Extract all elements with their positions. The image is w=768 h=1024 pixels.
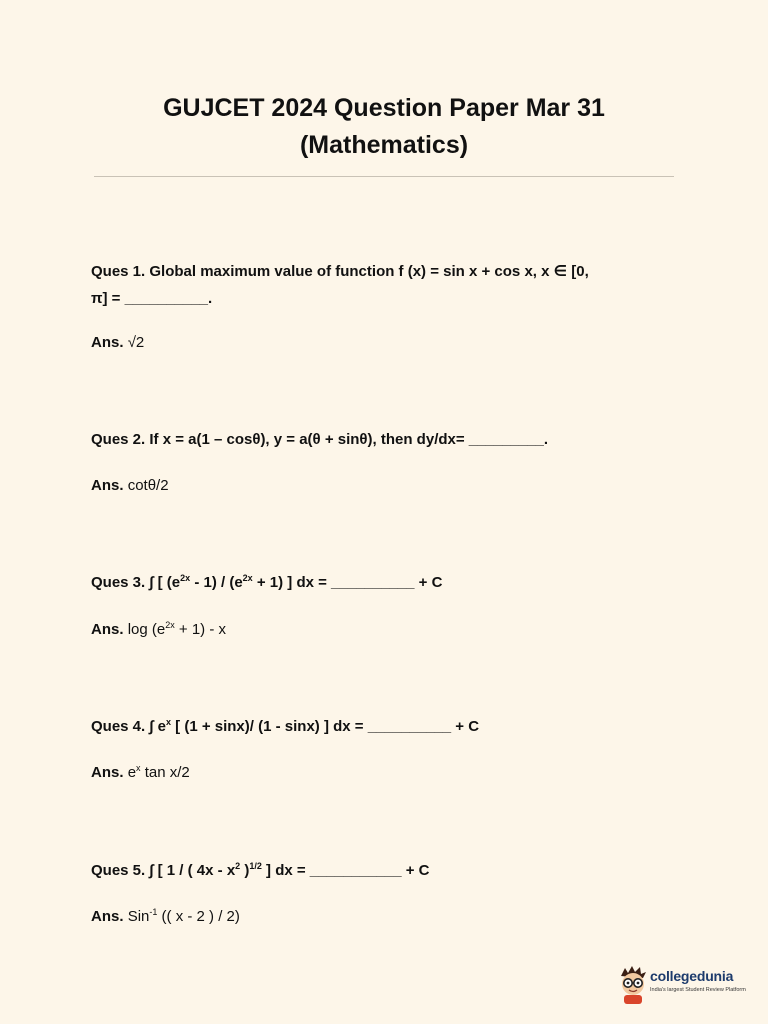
question-1-line-1: Ques 1. Global maximum value of function f (x) = sin x + cos x, x ∈ [0, xyxy=(91,263,589,280)
answer-4-part: e xyxy=(127,764,137,781)
answer-1 xyxy=(91,332,691,354)
answer-4 xyxy=(91,762,691,784)
answer-label: Ans. xyxy=(91,764,124,781)
question-3-superscript: 2x xyxy=(180,573,191,583)
question-2-text: Ques 2. If x = a(1 – cosθ), y = a(θ + sinθ), then dy/dx= _________. xyxy=(91,431,549,448)
question-1-line-2: π] = __________. xyxy=(91,290,213,307)
answer-4-superscript: x xyxy=(136,763,141,773)
answer-1-text: √2 xyxy=(127,334,145,351)
answer-3-part: + 1) - x xyxy=(174,621,226,638)
question-5-part: ] dx = ___________ + C xyxy=(261,862,430,879)
question-5-part: Ques 5. ∫ [ 1 / ( 4x - x xyxy=(91,862,236,879)
answer-3 xyxy=(91,619,691,641)
answer-5-part: (( x - 2 ) / 2) xyxy=(157,908,240,925)
answer-5-superscript: -1 xyxy=(149,907,158,917)
answer-2 xyxy=(91,475,691,497)
collegedunia-logo xyxy=(616,962,746,1004)
title-divider xyxy=(94,176,674,177)
question-5-superscript: 2 xyxy=(235,861,241,871)
question-4-part: Ques 4. ∫ e xyxy=(91,718,166,735)
answer-label: Ans. xyxy=(91,621,124,638)
answer-label: Ans. xyxy=(91,334,124,351)
question-5-superscript: 1/2 xyxy=(249,861,262,871)
answer-4-part: tan x/2 xyxy=(140,764,190,781)
question-5 xyxy=(91,857,691,884)
answer-5-part: Sin xyxy=(127,908,150,925)
question-3-part: + 1) ] dx = __________ + C xyxy=(252,574,443,591)
question-4-superscript: x xyxy=(165,717,171,727)
answer-label: Ans. xyxy=(91,477,124,494)
answer-label: Ans. xyxy=(91,908,124,925)
answer-2-text: cotθ/2 xyxy=(127,477,169,494)
question-5-part: ) xyxy=(240,862,250,879)
question-4 xyxy=(91,713,691,740)
title-line-2: (Mathematics) xyxy=(299,131,469,159)
question-3-superscript: 2x xyxy=(242,573,253,583)
answer-5 xyxy=(91,906,691,928)
question-2 xyxy=(91,426,691,453)
mascot-icon xyxy=(616,962,650,1004)
question-4-part: [ (1 + sinx)/ (1 - sinx) ] dx = __________ + C xyxy=(171,718,480,735)
question-1 xyxy=(91,258,691,312)
answer-3-part: log (e xyxy=(127,621,166,638)
answer-3-superscript: 2x xyxy=(165,620,175,630)
title-line-1: GUJCET 2024 Question Paper Mar 31 xyxy=(163,94,605,122)
logo-brand-text: collegedunia xyxy=(650,968,734,984)
page-title xyxy=(0,90,768,164)
question-3-part: Ques 3. ∫ [ (e xyxy=(91,574,181,591)
question-3-part: - 1) / (e xyxy=(190,574,243,591)
question-3 xyxy=(91,569,691,596)
logo-tagline: India's largest Student Review Platform xyxy=(650,987,746,993)
